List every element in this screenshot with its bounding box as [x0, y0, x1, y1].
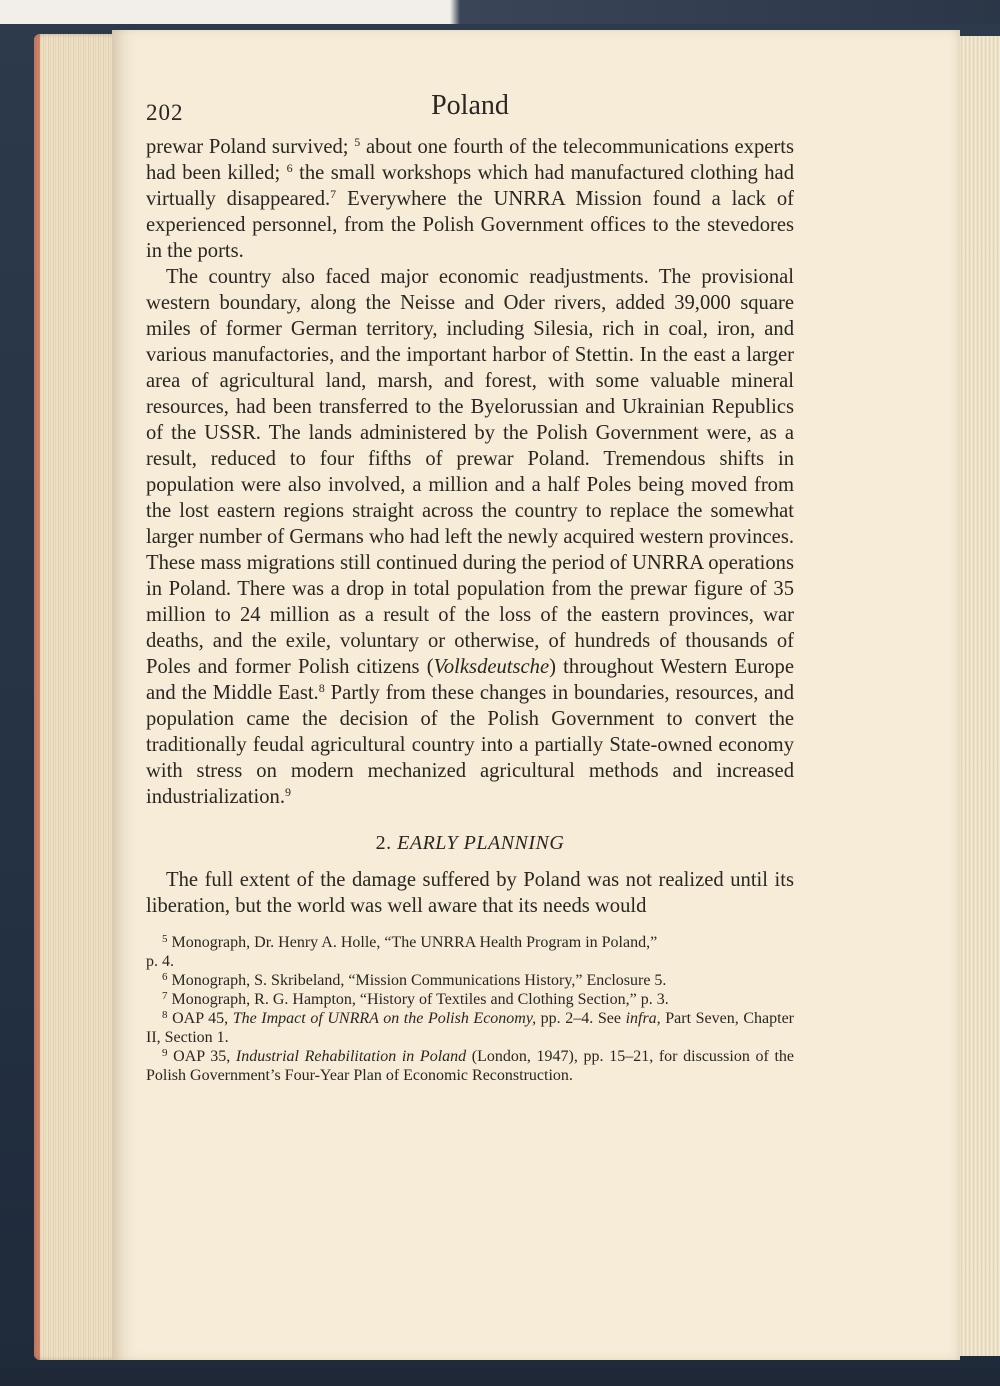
cover-bottom-edge [0, 1368, 1000, 1386]
paragraph-3: The full extent of the damage suffered by Poland was not realized until its liberation, but the world was well aware that its needs would [146, 869, 794, 917]
footnote-8: $^8$ OAP 45, The Impact of UNRRA on the Polish Economy, pp. 2–4. See infra, Part Seven, Chapter II, Section 1. [146, 1009, 794, 1046]
page-edges-left [34, 34, 124, 1360]
footnote-6: $^6$ Monograph, S. Skribeland, “Mission Communications History,” Enclosure 5. [162, 971, 667, 989]
page-number: 202 [146, 100, 184, 125]
footnote-ref: 5 [354, 135, 361, 149]
footnote-5: $^5$ Monograph, Dr. Henry A. Holle, “The UNRRA Health Program in Poland,” [162, 933, 658, 951]
footnote-ref: 6 [286, 161, 293, 175]
paragraph-2: The country also faced major economic readjustments. The provisional western boundary, along the Neisse and Oder rivers, added 39,000 square miles of former German territory, including Silesia, rich in coal, iron, and various manufactories, and the important harbor of Stettin. In the east a larger area of agricultural land, marsh, and forest, with some valuable mineral resources, had been transferred to the Byelorussian and Ukrainian Republics of the USSR. The lands administered by the Polish Government were, as a result, reduced to four fifths of prewar Poland. Tremendous shifts in population were also involved, a million and a half Poles being moved from the lost eastern regions straight across the country to replace the somewhat larger number of Germans who had left the newly acquired western provinces. These mass migrations still continued during the period of UNRRA operations in Poland. There was a drop in total population from the prewar figure of 35 million to 24 million as a result of the loss of the eastern provinces, war deaths, and the exile, voluntary or otherwise, of hundreds of thousands of Poles and former Polish citizens (Volksdeutsche) throughout Western Europe and the Middle East.$^8$ Partly from these changes in boundaries, resources, and population came the decision of the Polish Government to convert the traditionally feudal agricultural country into a partially State-owned economy with stress on modern mechanized agricultural methods and increased industrialization.$^9$ [146, 266, 795, 808]
footnote-9: $^9$ OAP 35, Industrial Rehabilitation in Poland (London, 1947), pp. 15–21, for discussion of the Polish Government’s Four-Year Plan of Economic Reconstruction. [146, 1047, 794, 1084]
footnotes [146, 933, 794, 1085]
running-head [146, 90, 794, 130]
footnote-ref: 7 [330, 187, 337, 201]
paragraph-1: prewar Poland survived; $^5$ about one fourth of the telecommunications experts had been killed; $^6$ the small workshops which had manufactured clothing had virtually disappeared.$^7$ Everywhere the UNRRA Mission found a lack of experienced personnel, from the Polish Government offices to the stevedores in the ports. [146, 135, 794, 262]
italic-term: Volksdeutsche [433, 656, 550, 678]
footnote-ref: 9 [284, 785, 291, 799]
chapter-title: Poland [431, 90, 509, 121]
section-heading: 2. EARLY PLANNING [375, 832, 565, 854]
background-strip [0, 0, 1000, 24]
page-edges-right [954, 36, 1000, 1356]
footnote-7: $^7$ Monograph, R. G. Hampton, “History of Textiles and Clothing Section,” p. 3. [162, 990, 669, 1008]
footnote-ref: 8 [318, 681, 325, 695]
footnote-5-continued: p. 4. [146, 953, 174, 970]
page-content [146, 90, 794, 1085]
body-text [146, 134, 794, 919]
